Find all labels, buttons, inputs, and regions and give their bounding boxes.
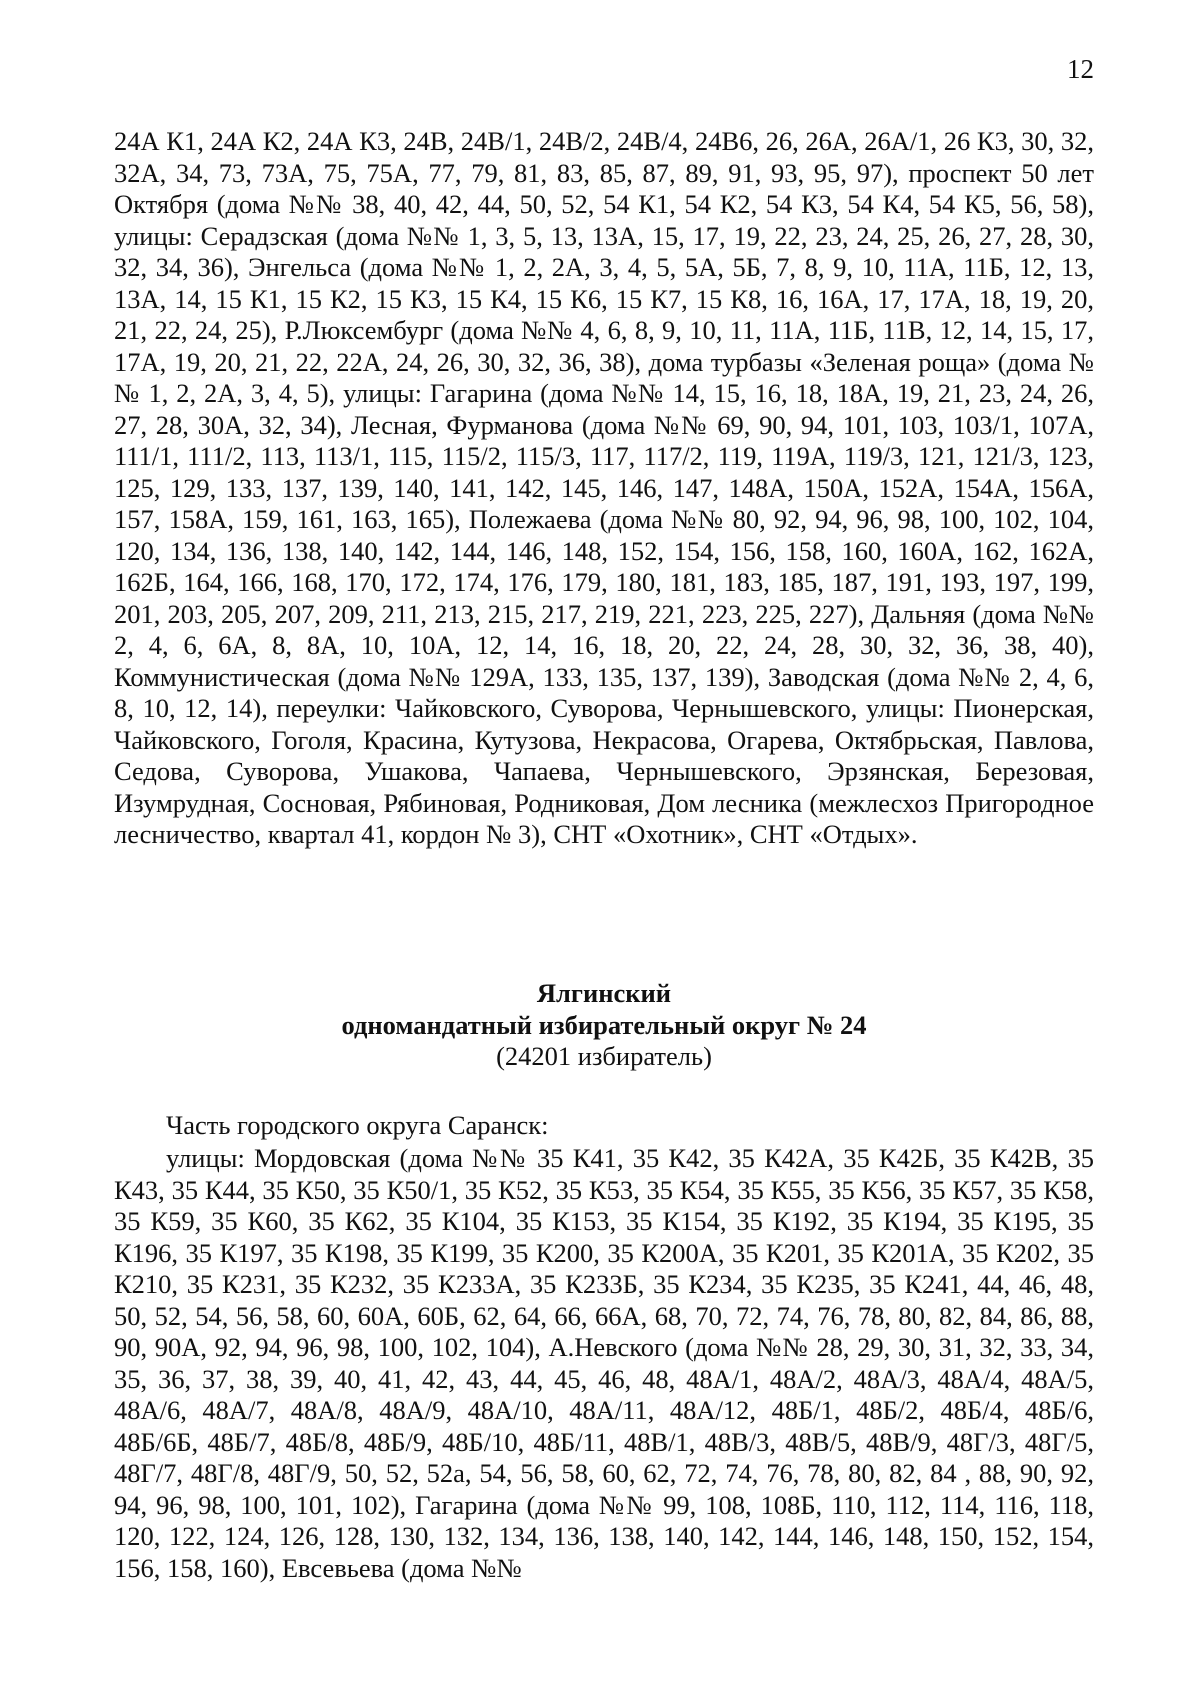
district-address-paragraph: улицы: Мордовская (дома №№ 35 К41, 35 К42, 35 К42А, 35 К42Б, 35 К42В, 35 К43, 35 К44, 35 К50, 35 К50/1, 35 К52, 35 К53, 35 К54, 35 К55, 35 К56, 35 К57, 35 К58, 35 К59, 35 К60, 35 К62, 35 К104, 35 К153, 35 К154, 35 К192, 35 К194, 35 К195, 35 К196, 35 К197, 35 К198, 35 К199, 35 К200, 35 К200А, 35 К201, 35 К201А, 35 К202, 35 К210, 35 К231, 35 К232, 35 К233А, 35 К233Б, 35 К234, 35 К235, 35 К241, 44, 46, 48, 50, 52, 54, 56, 58, 60, 60А, 60Б, 62, 64, 66, 66А, 68, 70, 72, 74, 76, 78, 80, 82, 84, 86, 88, 90, 90А, 92, 94, 96, 98, 100, 102, 104), А.Невского (дома №№ 28, 29, 30, 31, 32, 33, 34, 35, 36, 37, 38, 39, 40, 41, 42, 43, 44, 45, 46, 48, 48А/1, 48А/2, 48А/3, 48А/4, 48А/5, 48А/6, 48А/7, 48А/8, 48А/9, 48А/10, 48А/11, 48А/12, 48Б/1, 48Б/2, 48Б/4, 48Б/6, 48Б/6Б, 48Б/7, 48Б/8, 48Б/9, 48Б/10, 48Б/11, 48В/1, 48В/3, 48В/5, 48В/9, 48Г/3, 48Г/5, 48Г/7, 48Г/8, 48Г/9, 50, 52, 52а, 54, 56, 58, 60, 62, 72, 74, 76, 78, 80, 82, 84 , 88, 90, 92, 94, 96, 98, 100, 101, 102), Гагарина (дома №№ 99, 108, 108Б, 110, 112, 114, 116, 118, 120, 122, 124, 126, 128, 130, 132, 134, 136, 138, 140, 142, 144, 146, 148, 150, 152, 154, 156, 158, 160), Евсевьева (дома №№ — [114, 1143, 1094, 1583]
district-header — [114, 978, 1094, 1073]
address-list-paragraph: 24А К1, 24А К2, 24А К3, 24В, 24В/1, 24В/2, 24В/4, 24В6, 26, 26А, 26А/1, 26 К3, 30, 32, 32А, 34, 73, 73А, 75, 75А, 77, 79, 81, 83, 85, 87, 89, 91, 93, 95, 97), проспект 50 лет Октября (дома №№ 38, 40, 42, 44, 50, 52, 54 К1, 54 К2, 54 К3, 54 К4, 54 К5, 56, 58), улицы: Серадзская (дома №№ 1, 3, 5, 13, 13А, 15, 17, 19, 22, 23, 24, 25, 26, 27, 28, 30, 32, 34, 36), Энгельса (дома №№ 1, 2, 2А, 3, 4, 5, 5А, 5Б, 7, 8, 9, 10, 11А, 11Б, 12, 13, 13А, 14, 15 К1, 15 К2, 15 К3, 15 К4, 15 К6, 15 К7, 15 К8, 16, 16А, 17, 17А, 18, 19, 20, 21, 22, 24, 25), Р.Люксембург (дома №№ 4, 6, 8, 9, 10, 11, 11А, 11Б, 11В, 12, 14, 15, 17, 17А, 19, 20, 21, 22, 22А, 24, 26, 30, 32, 36, 38), дома турбазы «Зеленая роща» (дома №№ 1, 2, 2А, 3, 4, 5), улицы: Гагарина (дома №№ 14, 15, 16, 18, 18А, 19, 21, 23, 24, 26, 27, 28, 30А, 32, 34), Лесная, Фурманова (дома №№ 69, 90, 94, 101, 103, 103/1, 107А, 111/1, 111/2, 113, 113/1, 115, 115/2, 115/3, 117, 117/2, 119, 119А, 119/3, 121, 121/3, 123, 125, 129, 133, 137, 139, 140, 141, 142, 145, 146, 147, 148А, 150А, 152А, 154А, 156А, 157, 158А, 159, 161, 163, 165), Полежаева (дома №№ 80, 92, 94, 96, 98, 100, 102, 104, 120, 134, 136, 138, 140, 142, 144, 146, 148, 152, 154, 156, 158, 160, 160А, 162, 162А, 162Б, 164, 166, 168, 170, 172, 174, 176, 179, 180, 181, 183, 185, 187, 191, 193, 197, 199, 201, 203, 205, 207, 209, 211, 213, 215, 217, 219, 221, 223, 225, 227), Дальняя (дома №№ 2, 4, 6, 6А, 8, 8А, 10, 10А, 12, 14, 16, 18, 20, 22, 24, 28, 30, 32, 36, 38, 40), Коммунистическая (дома №№ 129А, 133, 135, 137, 139), Заводская (дома №№ 2, 4, 6, 8, 10, 12, 14), переулки: Чайковского, Суворова, Чернышевского, улицы: Пионерская, Чайковского, Гоголя, Красина, Кутузова, Некрасова, Огарева, Октябрьская, Павлова, Седова, Суворова, Ушакова, Чапаева, Чернышевского, Эрзянская, Березовая, Изумрудная, Сосновая, Рябиновая, Родниковая, Дом лесника (межлесхоз Пригородное лесничество, квартал 41, кордон № 3), СНТ «Охотник», СНТ «Отдых». — [114, 126, 1094, 849]
district-name: Ялгинский — [536, 978, 672, 1008]
page-number: 12 — [1067, 54, 1094, 84]
district-intro: Часть городского округа Саранск: — [166, 1110, 549, 1140]
district-subtitle: одномандатный избирательный округ № 24 — [341, 1009, 867, 1040]
district-voter-count: (24201 избиратель) — [496, 1041, 712, 1071]
